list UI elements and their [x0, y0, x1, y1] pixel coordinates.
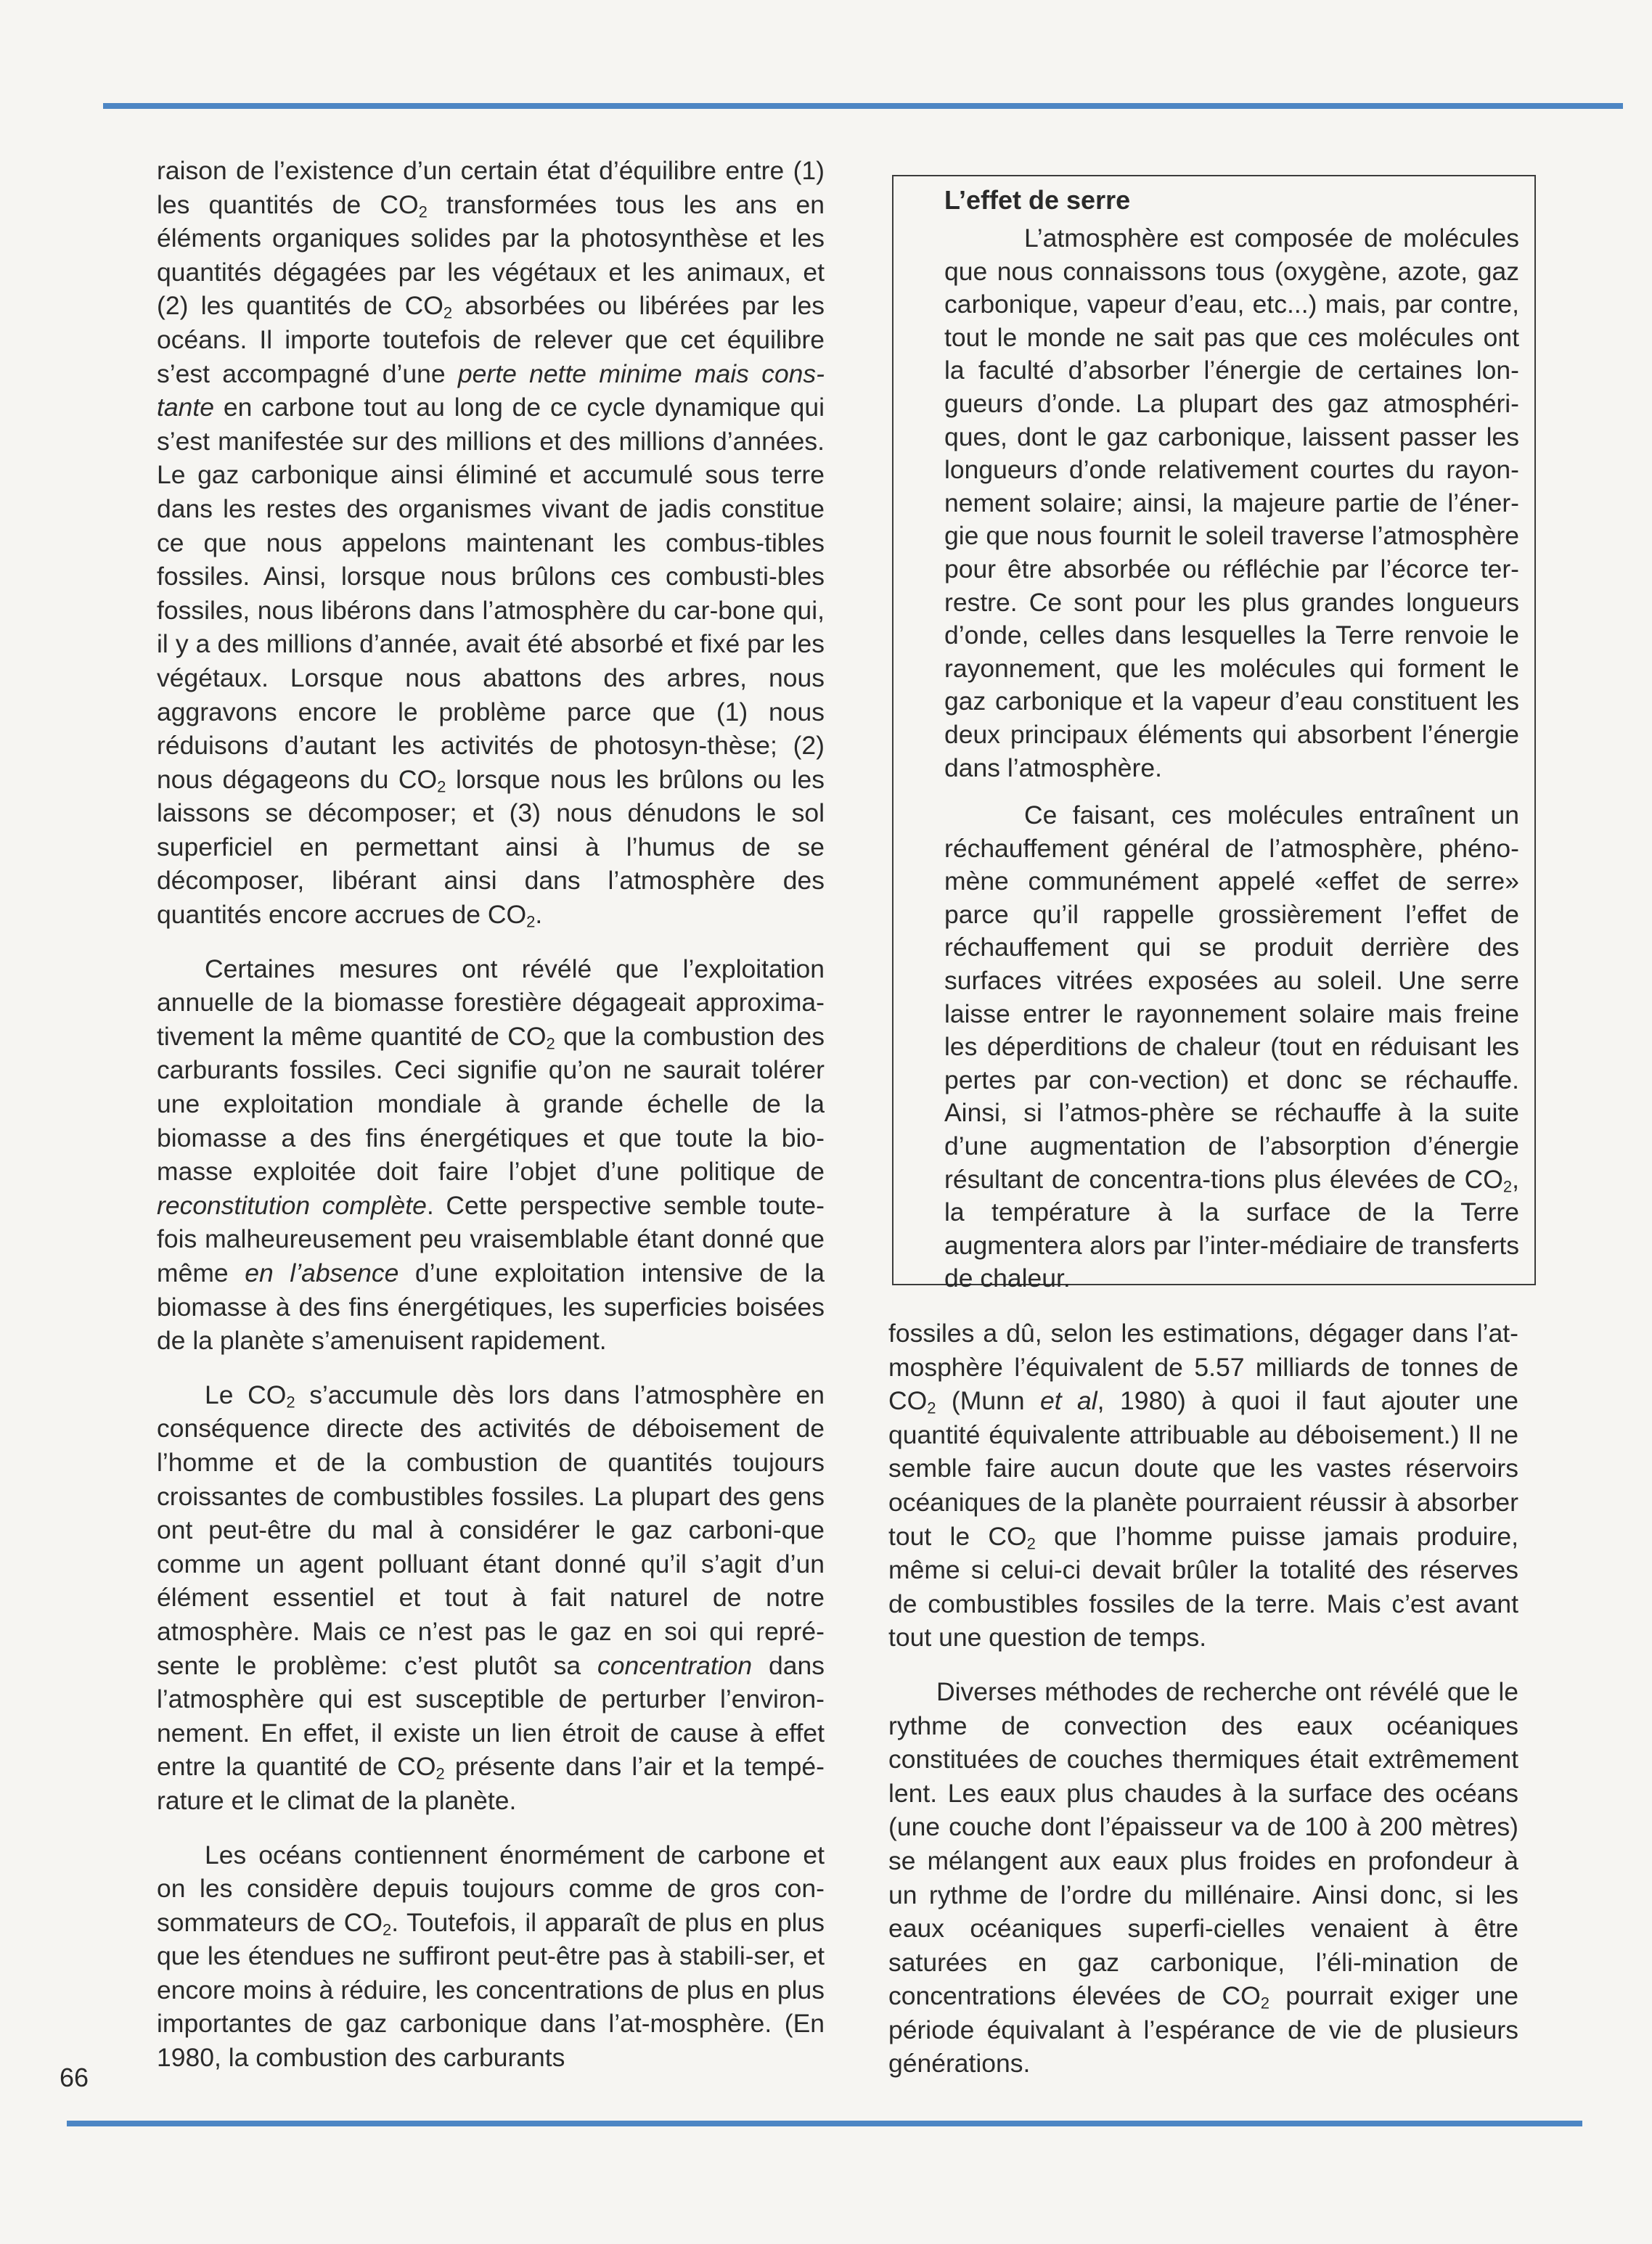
left-column-paragraph	[157, 952, 825, 1358]
subscript-text: 2	[546, 1034, 555, 1053]
page-number: 66	[60, 2063, 89, 2092]
text-run: absorbées ou libérées par les océans. Il importe toutefois de relever que cet équilibre s’est accompagné d’une	[157, 291, 825, 388]
text-run: (Munn	[936, 1386, 1040, 1416]
text-run: , 1980) à quoi il faut ajouter une quantité équivalente attribuable au déboisement.) Il ne semble faire aucun doute que les vastes réservoirs océaniques de la planète pourraient réussir à absorber tout le CO	[888, 1386, 1518, 1551]
italic-text: concentration	[597, 1650, 753, 1680]
text-run: Les océans contiennent énormément de carbone et on les considère depuis toujours comme de gros con-sommateurs de CO	[157, 1840, 825, 1937]
sidebar-box-paragraph	[944, 222, 1519, 785]
left-column-paragraph	[157, 154, 825, 932]
sidebar-body	[944, 222, 1519, 1310]
text-run: L’atmosphère est composée de molécules que nous connaissons tous (oxygène, azote, gaz carbonique, vapeur d’eau, etc...) mais, par contre, tout le monde ne sait pas que ces molécules ont la faculté d’absorber l’énergie de certaines lon-gueurs d’onde. La plupart des gaz atmosphéri-ques, dont le gaz carbonique, laissent passer les longueurs d’onde relativement courtes du rayon-nement solaire; ainsi, la majeure partie de l’éner-gie que nous fournit le soleil traverse l’atmosphère pour être absorbée ou réfléchie par l’écorce ter-restre. Ce sont pour les plus grandes longueurs d’onde, celles dans lesquelles la Terre renvoie le rayonnement, que les molécules qui forment le gaz carbonique et la vapeur d’eau constituent les deux principaux éléments qui absorbent l’énergie dans l’atmosphère.	[944, 224, 1519, 782]
italic-text: reconstitution complète	[157, 1190, 427, 1220]
text-run: Ce faisant, ces molécules entraînent un réchauffement général de l’atmosphère, phéno-mène communément appelé «effet de serre» parce qu’il rappelle grossièrement l’effet de réchauffement qui se produit derrière des surfaces vitrées exposées au soleil. Une serre laisse entrer le rayonnement solaire mais freine les déperditions de chaleur (tout en réduisant les pertes par con-vection) et donc se réchauffe. Ainsi, si l’atmos-phère se réchauffe à la suite d’une augmentation de l’absorption d’énergie résultant de concentra-tions plus élevées de CO	[944, 800, 1519, 1194]
sidebar-box-paragraph	[944, 799, 1519, 1295]
italic-text: perte nette minime mais cons-tante	[157, 359, 825, 422]
subscript-text: 2	[1502, 1177, 1513, 1196]
left-column-paragraph	[157, 1378, 825, 1818]
text-run: . Cette perspective semble toute-fois malheureusement peu vraisemblable étant donné que même	[157, 1190, 825, 1287]
text-run: que l’homme puisse jamais produire, même si celui-ci devait brûler la totalité des réserves de combustibles fossiles de la terre. Mais c’est avant tout une question de temps.	[888, 1521, 1518, 1653]
text-run: transformées tous les ans en éléments organiques solides par la photosynthèse et les quantités dégagées par les végétaux et les animaux, et (2) les quantités de CO	[157, 189, 825, 321]
subscript-text: 2	[526, 912, 536, 931]
text-run: d’une exploitation intensive de la biomasse à des fins énergétiques, les superficies boisées de la planète s’amenuisent rapidement.	[157, 1258, 825, 1356]
subscript-text: 2	[286, 1393, 295, 1412]
bottom-rule	[67, 2121, 1582, 2126]
subscript-text: 2	[1026, 1534, 1036, 1553]
subscript-text: 2	[436, 1764, 445, 1783]
text-run: Diverses méthodes de recherche ont révélé que le rythme de convection des eaux océaniques constituées de couches thermiques était extrêmement lent. Les eaux plus chaudes à la surface des océans (une couche dont l’épaisseur va de 100 à 200 mètres) se mélangent aux eaux plus froides en profondeur à un rythme de l’ordre du millénaire. Ainsi donc, si les eaux océaniques superfi-cielles venaient à être saturées en gaz carbonique, l’éli-mination de concentrations élevées de CO	[888, 1676, 1518, 2011]
italic-text: en l’absence	[245, 1258, 399, 1287]
subscript-text: 2	[383, 1920, 392, 1939]
text-run: Le CO	[205, 1380, 287, 1409]
subscript-text: 2	[443, 303, 453, 322]
right-column-paragraph	[888, 1316, 1518, 1655]
right-column	[888, 1316, 1518, 2101]
text-run: dans l’atmosphère qui est susceptible de perturber l’environ-nement. En effet, il existe un lien étroit de cause à effet entre la quantité de CO	[157, 1650, 825, 1782]
subscript-text: 2	[437, 777, 446, 796]
sidebar-box	[892, 175, 1536, 1293]
text-run: , la température à la surface de la Terre augmentera alors par l’inter-médiaire de transferts de chaleur.	[944, 1164, 1519, 1293]
italic-text: et al	[1040, 1386, 1097, 1416]
sidebar-title: L’effet de serre	[944, 185, 1131, 215]
left-column	[157, 154, 825, 2095]
text-run: raison de l’existence d’un certain état d’équilibre entre (1) les quantités de CO	[157, 156, 825, 219]
text-run: .	[535, 900, 543, 930]
text-run: . Toutefois, il apparaît de plus en plus que les étendues ne suffiront peut-être pas à stabili-ser, et encore moins à réduire, les concentrations de plus en plus importantes de gaz carbonique dans l’at-mosphère. (En 1980, la combustion des carburants	[157, 1907, 825, 2073]
text-run: que la combustion des carburants fossiles. Ceci signifie qu’on ne saurait tolérer une exploitation mondiale à grande échelle de la biomasse a des fins énergétiques et que toute la bio-masse exploitée doit faire l’objet d’une politique de	[157, 1021, 825, 1187]
top-rule	[103, 103, 1623, 109]
text-run: s’accumule dès lors dans l’atmosphère en conséquence directe des activités de déboisement de l’homme et de la combustion de quantités toujours croissantes de combustibles fossiles. La plupart des gens ont peut-être du mal à considérer le gaz carboni-que comme un agent polluant étant donné qu’il s’agit d’un élément essentiel et tout à fait naturel de notre atmosphère. Mais ce n’est pas le gaz en soi qui repré-sente le problème: c’est plutôt sa	[157, 1380, 825, 1680]
text-run: en carbone tout au long de ce cycle dynamique qui s’est manifestée sur des millions et des millions d’années. Le gaz carbonique ainsi éliminé et accumulé sous terre dans les restes des organismes vivant de jadis constitue ce que nous appelons maintenant les combus-tibles fossiles. Ainsi, lorsque nous brûlons ces combusti-bles fossiles, nous libérons dans l’atmosphère du car-bone qui, il y a des millions d’année, avait été absorbé et fixé par les végétaux. Lorsque nous abattons des arbres, nous aggravons encore le problème parce que (1) nous réduisons d’autant les activités de photosyn-thèse; (2) nous dégageons du CO	[157, 393, 825, 794]
text-run: pourrait exiger une période équivalant à l’espérance de vie de plusieurs générations.	[888, 1981, 1518, 2079]
text-run: présente dans l’air et la tempé-rature et le climat de la planète.	[157, 1752, 825, 1815]
left-column-paragraph	[157, 1838, 825, 2075]
right-column-paragraph	[888, 1675, 1518, 2081]
text-run: Certaines mesures ont révélé que l’exploitation annuelle de la biomasse forestière dégageait approxima-tivement la même quantité de CO	[157, 954, 825, 1051]
subscript-text: 2	[1260, 1994, 1269, 2012]
text-run: fossiles a dû, selon les estimations, dégager dans l’at-mosphère l’équivalent de 5.57 milliards de tonnes de CO	[888, 1319, 1518, 1416]
text-run: lorsque nous les brûlons ou les laissons se décomposer; et (3) nous dénudons le sol superficiel en permettant ainsi à l’humus de se décomposer, libérant ainsi dans l’atmosphère des quantités encore accrues de CO	[157, 764, 825, 930]
subscript-text: 2	[418, 202, 428, 221]
subscript-text: 2	[927, 1399, 936, 1417]
